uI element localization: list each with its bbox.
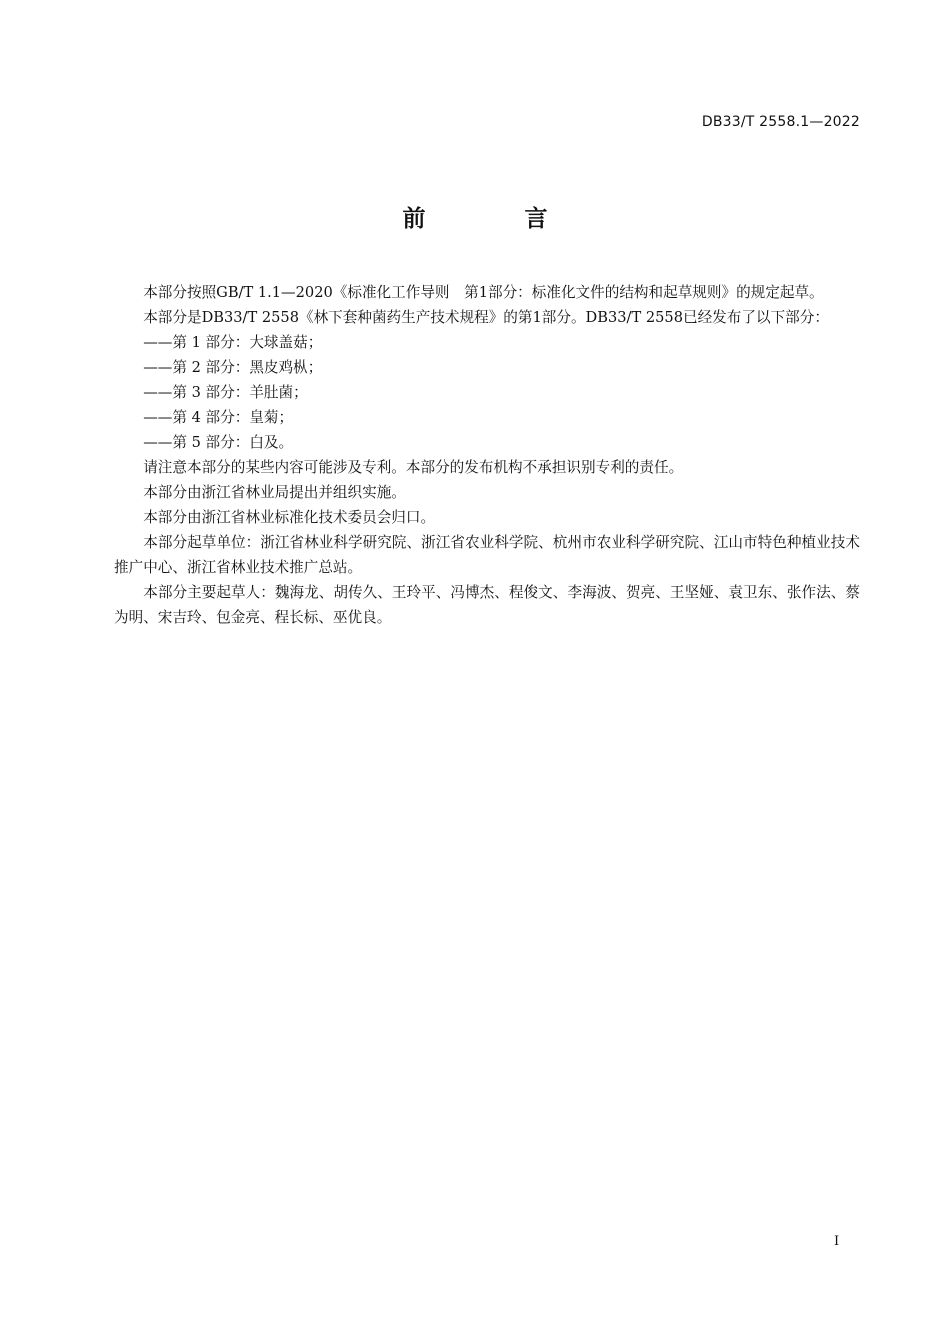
document-code: DB33/T 2558.1—2022 bbox=[701, 114, 860, 130]
paragraph-series-intro: 本部分是DB33/T 2558《林下套种菌药生产技术规程》的第1部分。DB33/T 2558已经发布了以下部分： bbox=[143, 309, 829, 326]
paragraph-patent-notice: 请注意本部分的某些内容可能涉及专利。本部分的发布机构不承担识别专利的责任。 bbox=[143, 459, 684, 476]
page-title: 前 言 bbox=[402, 206, 586, 232]
list-item-part-2: ——第 2 部分：黑皮鸡枞； bbox=[143, 359, 323, 376]
page-number: I bbox=[834, 1234, 840, 1249]
list-item-part-1: ——第 1 部分：大球盖菇； bbox=[143, 334, 323, 351]
paragraph-proposer: 本部分由浙江省林业局提出并组织实施。 bbox=[143, 484, 406, 501]
paragraph-drafting-basis: 本部分按照GB/T 1.1—2020《标准化工作导则 第1部分：标准化文件的结构和起草规则》的规定起草。 bbox=[143, 284, 824, 301]
foreword-body bbox=[114, 280, 860, 630]
list-item-part-5: ——第 5 部分：白及。 bbox=[143, 434, 294, 451]
paragraph-drafting-units: 本部分起草单位：浙江省林业科学研究院、浙江省农业科学院、杭州市农业科学研究院、江山市特色种植业技术推广中心、浙江省林业技术推广总站。 bbox=[114, 534, 860, 576]
list-item-part-3: ——第 3 部分：羊肚菌； bbox=[143, 384, 308, 401]
paragraph-committee: 本部分由浙江省林业标准化技术委员会归口。 bbox=[143, 509, 436, 526]
paragraph-drafters: 本部分主要起草人：魏海龙、胡传久、王玲平、冯博杰、程俊文、李海波、贺亮、王坚娅、袁卫东、张作法、蔡为明、宋吉玲、包金亮、程长标、巫优良。 bbox=[114, 584, 860, 626]
list-item-part-4: ——第 4 部分：皇菊； bbox=[143, 409, 294, 426]
